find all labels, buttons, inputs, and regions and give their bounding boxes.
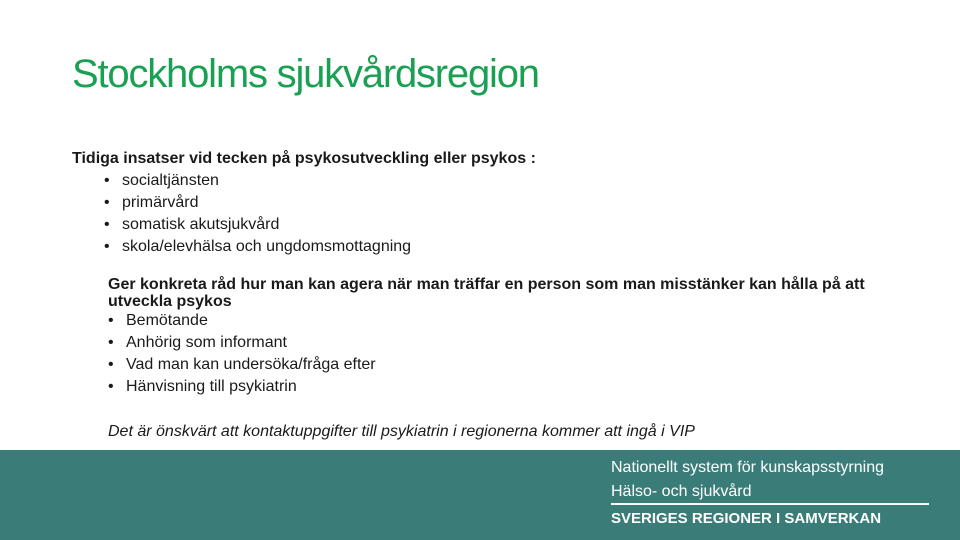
list-item: • Vad man kan undersöka/fråga efter: [108, 354, 898, 376]
section-concrete-advice: [108, 276, 898, 398]
bullet-icon: •: [108, 356, 114, 373]
list-item: • socialtjänsten: [104, 170, 536, 192]
footer-line2: Hälso- och sjukvård: [611, 483, 752, 500]
list-item: • somatisk akutsjukvård: [104, 214, 536, 236]
list-item: • skola/elevhälsa och ungdomsmottagning: [104, 236, 536, 258]
footer-org-name: SVERIGES REGIONER I SAMVERKAN: [611, 510, 882, 527]
section2-list: [108, 310, 898, 398]
bullet-icon: •: [104, 172, 110, 189]
section1-heading: Tidiga insatser vid tecken på psykosutveckling eller psykos :: [72, 150, 536, 167]
list-item: • Hänvisning till psykiatrin: [108, 376, 898, 398]
contact-note: Det är önskvärt att kontaktuppgifter till psykiatrin i regionerna kommer att ingå i VIP: [108, 423, 695, 440]
section1-list: [72, 170, 536, 258]
list-item: • Bemötande: [108, 310, 898, 332]
bullet-icon: •: [104, 216, 110, 233]
bullet-icon: •: [108, 334, 114, 351]
bullet-icon: •: [108, 378, 114, 395]
bullet-icon: •: [104, 194, 110, 211]
list-item: • primärvård: [104, 192, 536, 214]
footer-system-name: [611, 456, 884, 504]
slide-title: Stockholms sjukvårdsregion: [72, 52, 539, 96]
section-early-interventions: [72, 148, 536, 258]
list-item: • Anhörig som informant: [108, 332, 898, 354]
section2-heading: Ger konkreta råd hur man kan agera när man träffar en person som man misstänker kan hålla på att utveckla psykos: [108, 276, 865, 310]
footer-bar: [0, 450, 960, 540]
bullet-icon: •: [104, 238, 110, 255]
footer-divider: [611, 503, 929, 505]
footer-line1: Nationellt system för kunskapsstyrning: [611, 459, 884, 476]
bullet-icon: •: [108, 312, 114, 329]
